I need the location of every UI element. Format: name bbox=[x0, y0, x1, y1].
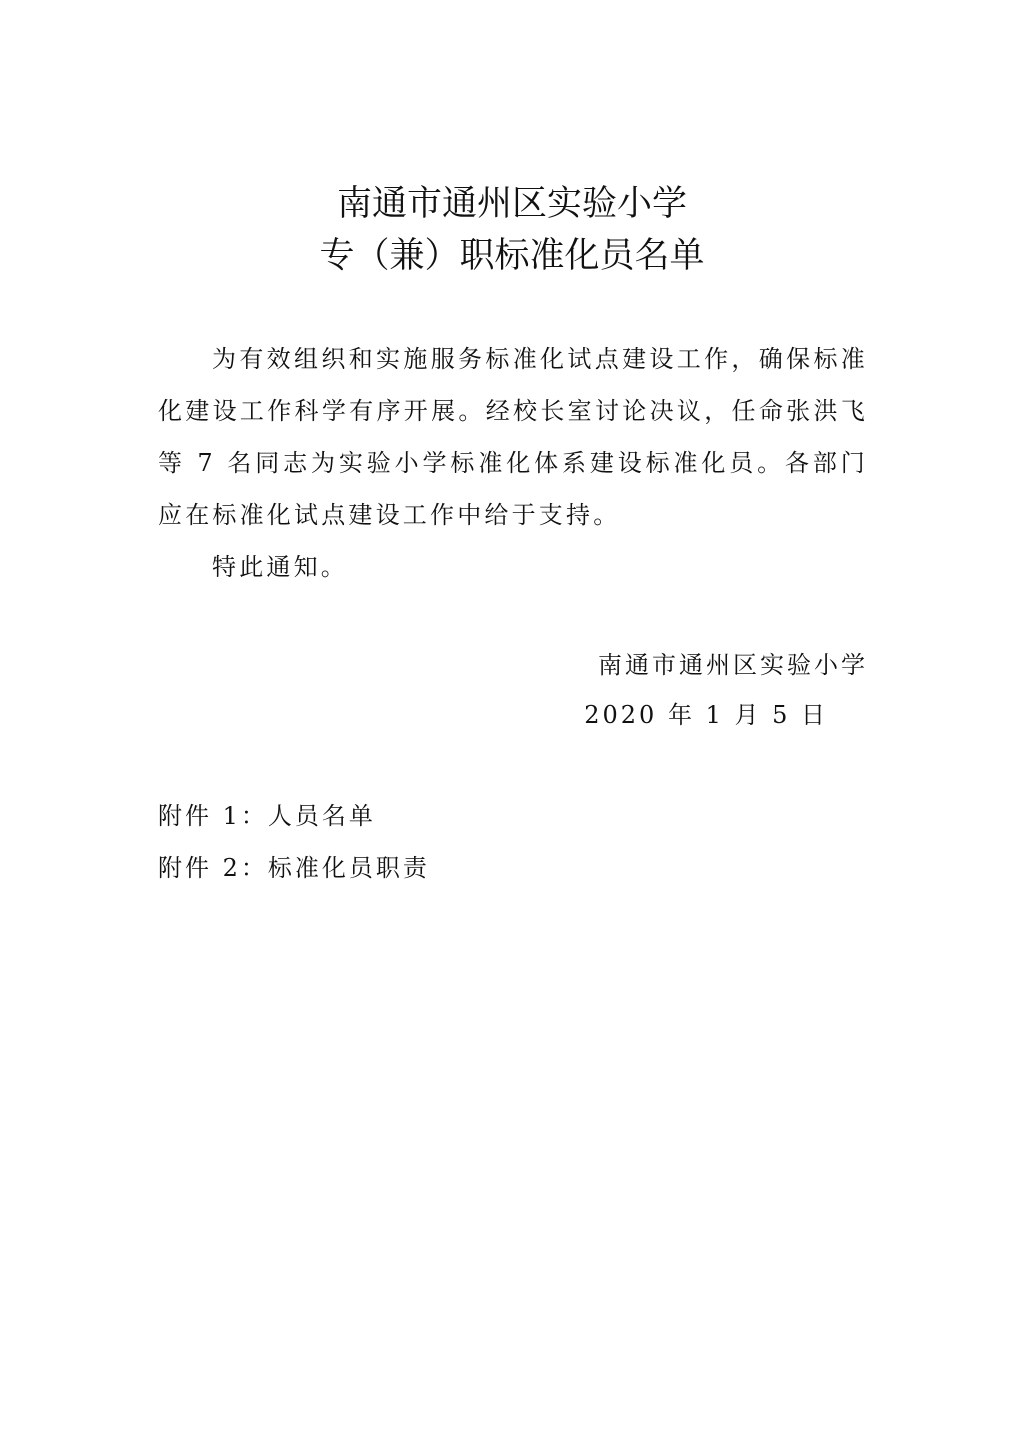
closing-line: 特此通知。 bbox=[212, 553, 348, 581]
signature-block bbox=[468, 640, 868, 740]
body-paragraph: 为有效组织和实施服务标准化试点建设工作，确保标准化建设工作科学有序开展。经校长室讨论决议，任命张洪飞等 7 名同志为实验小学标准化体系建设标准化员。各部门应在标准化试点建设工作中给于支持。 bbox=[158, 345, 868, 529]
title-line-1: 南通市通州区实验小学 bbox=[336, 184, 687, 224]
attachment-item-1: 附件 1：人员名单 bbox=[158, 802, 376, 830]
document-body bbox=[158, 333, 868, 593]
signature-date: 2020 年 1 月 5 日 bbox=[584, 701, 828, 729]
signature-organization: 南通市通州区实验小学 bbox=[598, 651, 868, 679]
attachment-item-2: 附件 2：标准化员职责 bbox=[158, 854, 430, 882]
title-line-2: 专（兼）职标准化员名单 bbox=[319, 236, 705, 276]
attachment-list bbox=[158, 790, 758, 894]
document-title bbox=[0, 178, 1024, 282]
